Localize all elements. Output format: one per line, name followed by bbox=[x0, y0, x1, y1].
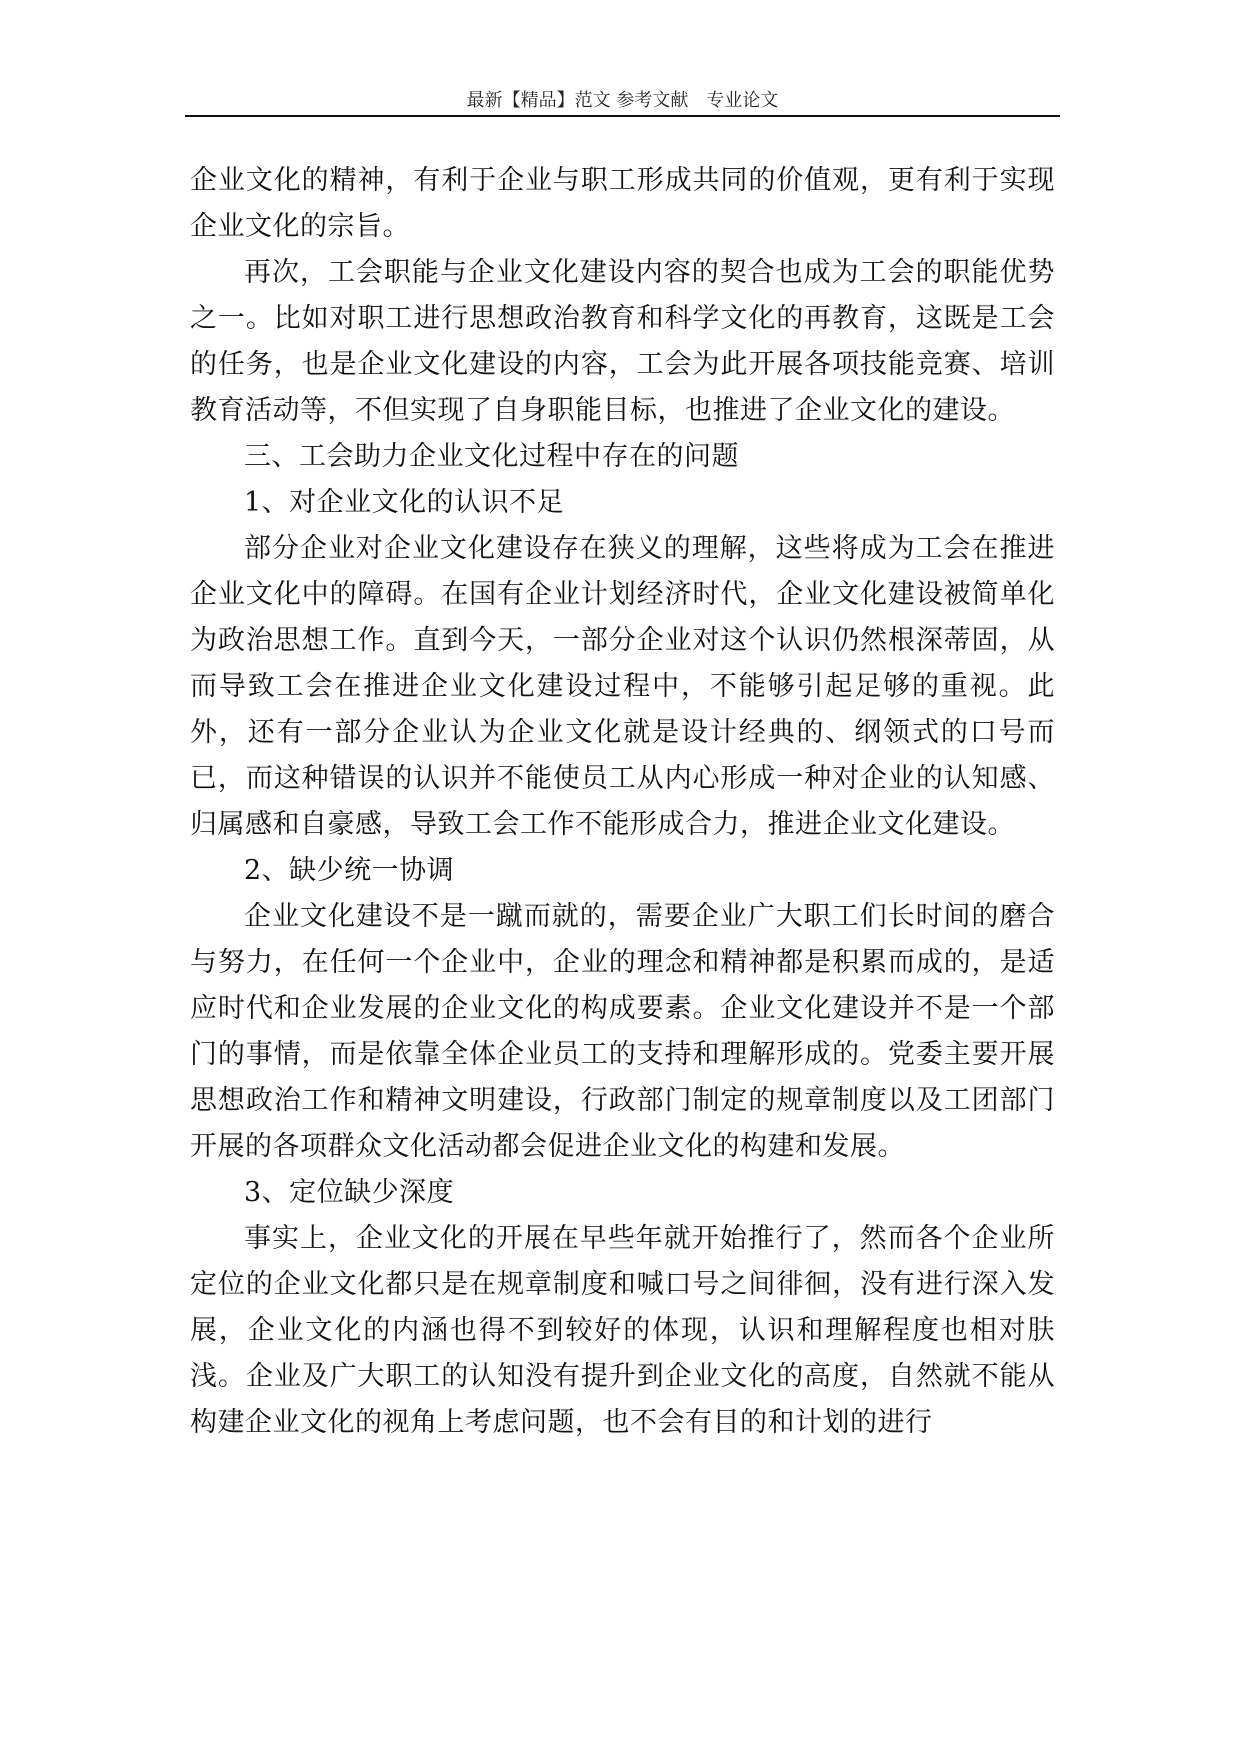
document-body bbox=[190, 158, 1055, 1446]
subsection-heading: 2、缺少统一协调 bbox=[244, 855, 455, 886]
paragraph: 事实上，企业文化的开展在早些年就开始推行了，然而各个企业所定位的企业文化都只是在规章制度和喊口号之间徘徊，没有进行深入发展，企业文化的内涵也得不到较好的体现，认识和理解程度也相对肤浅。企业及广大职工的认知没有提升到企业文化的高度，自然就不能从构建企业文化的视角上考虑问题，也不会有目的和计划的进行 bbox=[190, 1223, 1055, 1438]
subsection-heading: 3、定位缺少深度 bbox=[244, 1177, 455, 1208]
subsection-heading: 1、对企业文化的认识不足 bbox=[244, 487, 565, 518]
paragraph: 再次，工会职能与企业文化建设内容的契合也成为工会的职能优势之一。比如对职工进行思想政治教育和科学文化的再教育，这既是工会的任务，也是企业文化建设的内容，工会为此开展各项技能竞赛、培训教育活动等，不但实现了自身职能目标，也推进了企业文化的建设。 bbox=[190, 257, 1055, 426]
page-header: 最新【精品】范文 参考文献 专业论文 bbox=[466, 90, 779, 111]
header-rule bbox=[185, 115, 1060, 117]
paragraph: 部分企业对企业文化建设存在狭义的理解，这些将成为工会在推进企业文化中的障碍。在国有企业计划经济时代，企业文化建设被简单化为政治思想工作。直到今天，一部分企业对这个认识仍然根深蒂固，从而导致工会在推进企业文化建设过程中，不能够引起足够的重视。此外，还有一部分企业认为企业文化就是设计经典的、纲领式的口号而已，而这种错误的认识并不能使员工从内心形成一种对企业的认知感、归属感和自豪感，导致工会工作不能形成合力，推进企业文化建设。 bbox=[190, 533, 1055, 840]
paragraph: 企业文化的精神，有利于企业与职工形成共同的价值观，更有利于实现企业文化的宗旨。 bbox=[190, 165, 1055, 242]
paragraph: 企业文化建设不是一蹴而就的，需要企业广大职工们长时间的磨合与努力，在任何一个企业中，企业的理念和精神都是积累而成的，是适应时代和企业发展的企业文化的构成要素。企业文化建设并不是一个部门的事情，而是依靠全体企业员工的支持和理解形成的。党委主要开展思想政治工作和精神文明建设，行政部门制定的规章制度以及工团部门开展的各项群众文化活动都会促进企业文化的构建和发展。 bbox=[190, 901, 1055, 1162]
section-heading: 三、工会助力企业文化过程中存在的问题 bbox=[244, 441, 739, 472]
